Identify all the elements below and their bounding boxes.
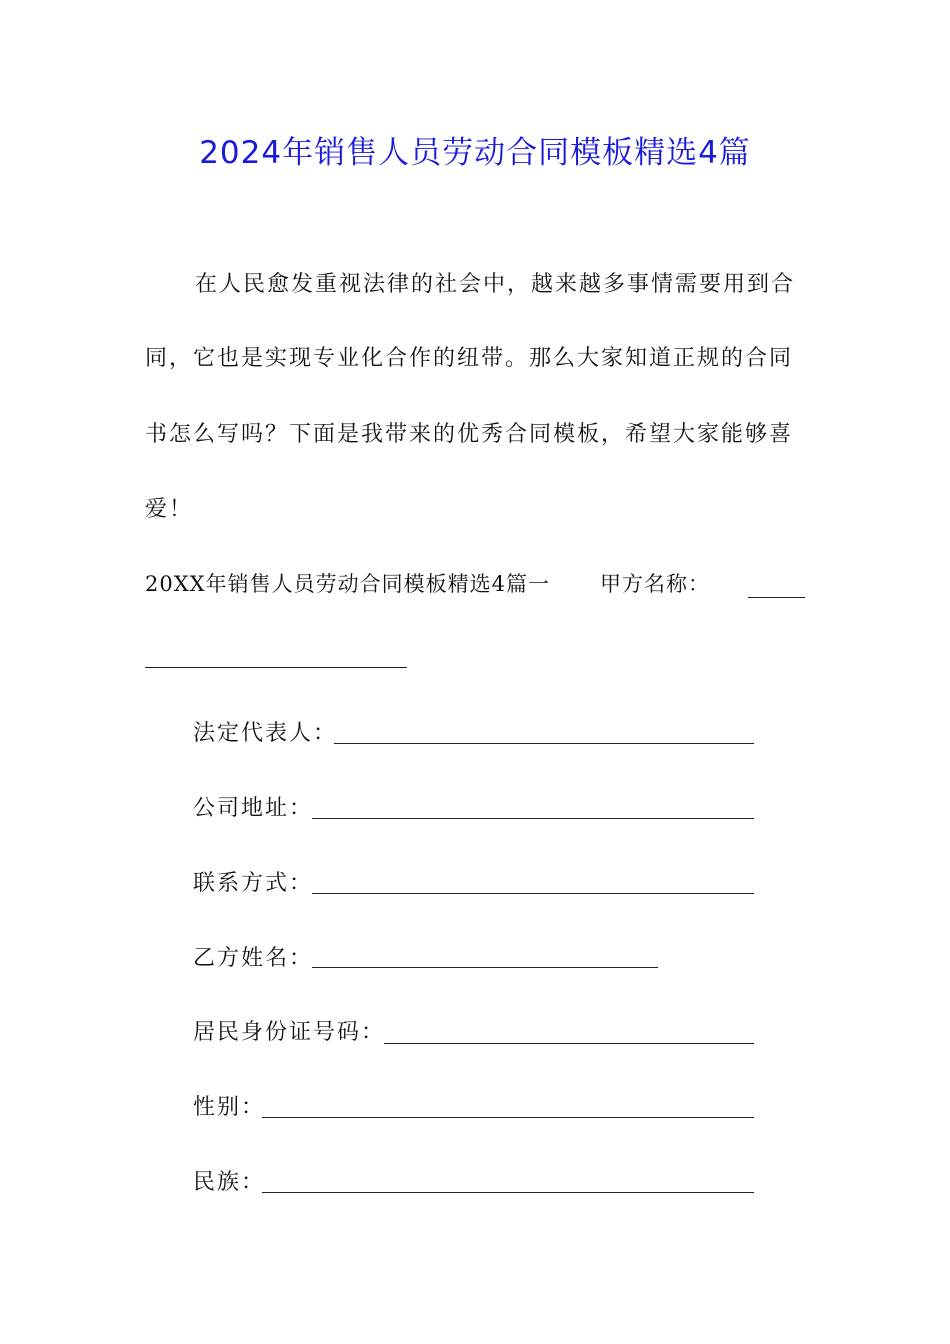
id-number-blank[interactable] bbox=[384, 1043, 754, 1044]
contact-blank[interactable] bbox=[312, 893, 754, 894]
company-address-blank[interactable] bbox=[312, 818, 754, 819]
party-a-name-blank-continued[interactable] bbox=[145, 667, 407, 668]
party-b-name-label: 乙方姓名： bbox=[193, 946, 314, 971]
gender-blank[interactable] bbox=[262, 1117, 754, 1118]
id-number-label: 居民身份证号码： bbox=[193, 1020, 386, 1045]
legal-rep-label: 法定代表人： bbox=[193, 721, 338, 746]
intro-line-2: 同，它也是实现专业化合作的纽带。那么大家知道正规的合同 bbox=[145, 346, 794, 371]
gender-label: 性别： bbox=[193, 1095, 266, 1120]
section-heading-row bbox=[145, 568, 710, 600]
party-a-name-label: 甲方名称： bbox=[599, 572, 710, 596]
company-address-label: 公司地址： bbox=[193, 796, 314, 821]
party-a-name-blank[interactable] bbox=[748, 597, 805, 598]
party-b-name-blank[interactable] bbox=[312, 967, 658, 968]
intro-line-4: 爱！ bbox=[145, 497, 194, 522]
document-title: 2024年销售人员劳动合同模板精选4篇 bbox=[199, 135, 751, 171]
intro-line-3: 书怎么写吗？下面是我带来的优秀合同模板，希望大家能够喜 bbox=[145, 422, 794, 447]
contact-label: 联系方式： bbox=[193, 871, 314, 896]
ethnicity-blank[interactable] bbox=[262, 1192, 754, 1193]
intro-line-1: 在人民愈发重视法律的社会中，越来越多事情需要用到合 bbox=[195, 272, 796, 297]
section-heading: 20XX年销售人员劳动合同模板精选4篇一 bbox=[145, 572, 550, 596]
legal-rep-blank[interactable] bbox=[334, 743, 754, 744]
ethnicity-label: 民族： bbox=[193, 1170, 266, 1195]
